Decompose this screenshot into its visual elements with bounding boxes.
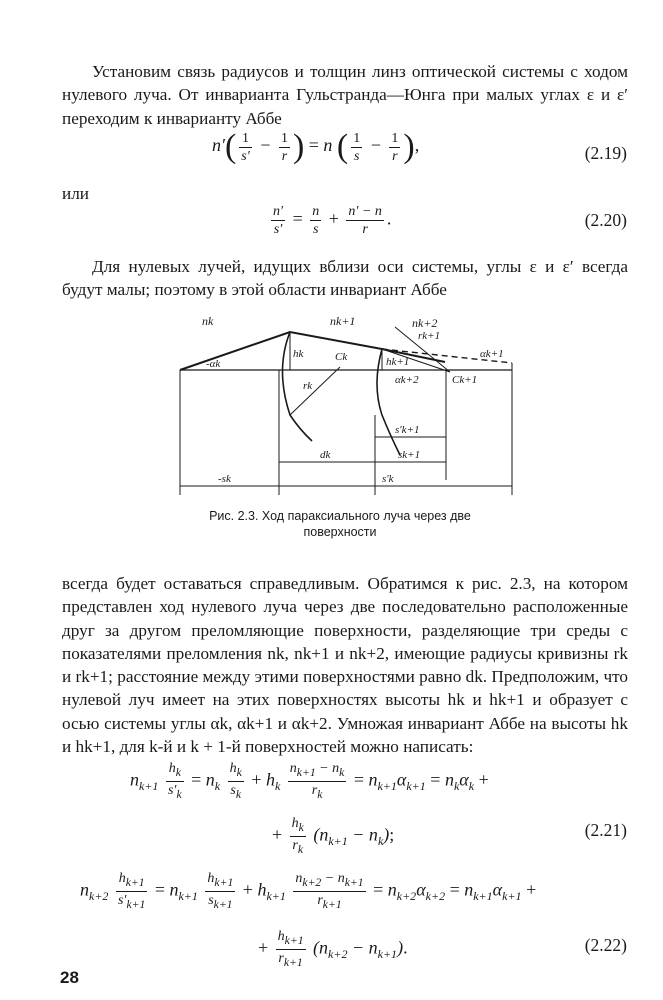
label-ck: Ck [335,351,348,363]
label-s-k-neg: -sk [218,473,231,485]
label-dk: dk [320,449,331,461]
label-alpha-k: -αk [206,358,221,370]
label-hk1: hk+1 [386,356,410,368]
paragraph-1: Установим связь радиусов и толщин линз оптической системы с ходом нулевого луча. От инварианта Гульстранда—Юнга при малых углах ε и ε′ переходим к инварианту Аббе [62,62,628,128]
eq-number-2-21: (2.21) [584,820,627,840]
figure-2-3 [150,305,520,500]
eq-number-2-19: (2.19) [584,143,627,163]
eq-number-2-22: (2.22) [584,935,627,955]
label-s-k1-prime: s′k+1 [395,424,420,436]
label-rk1: rk+1 [418,330,441,342]
label-nk2: nk+2 [412,316,438,330]
label-rk: rk [303,380,313,392]
equation-2-19: n′( $\frac{1}{s'}$ − $\frac{1}{r}$ ) = n ( $\frac{1}{s}$ − $\frac{1}{r}$ ), [212,128,420,165]
eq-number-2-20: (2.20) [584,210,627,230]
equation-2-22-line2: + $\frac{h_{k+1}}{r_{k+1}}$ $(n_{k+2} - n_{k+1})$. [258,929,408,969]
equation-2-21-line1: $n_{k+1}$ $\frac{h_k}{s'_k}$ = $n_k$ $\frac{h_k}{s_k}$ + $h_k$ $\frac{n_{k+1} - n_k}{r_k}$ = $n_{k+1}\alpha_{k+1} = n_k\alpha_k$ + [130,761,489,801]
figure-caption: Рис. 2.3. Ход параксиального луча через две поверхности [209,509,471,539]
radius-rk [290,367,340,415]
label-ck1: Ck+1 [452,374,478,386]
label-s-k-prime: s′k [382,473,394,485]
label-s-k1: sk+1 [398,449,421,461]
label-nk1: nk+1 [330,314,356,328]
equation-2-22-line1: $n_{k+2}$ $\frac{h_{k+1}}{s'_{k+1}}$ = $n_{k+1}$ $\frac{h_{k+1}}{s_{k+1}}$ + $h_{k+1}$ $\frac{n_{k+2} - n_{k+1}}{r_{k+1}}$ = $n_{k+2}\alpha_{k+2} = n_{k+1}\alpha_{k+1}$ + [80,871,537,911]
page-number: 28 [60,968,79,987]
label-nk: nk [202,314,214,328]
label-hk: hk [293,348,304,360]
equation-2-21-line2: + $\frac{h_k}{r_k}$ $(n_{k+1} - n_k)$; [272,816,395,856]
label-alpha-k1: αk+1 [480,348,504,360]
paragraph-3: всегда будет оставаться справедливым. Обратимся к рис. 2.3, на котором представлен ход нулевого луча через две последовательно расположенные друг за другом преломляющие поверхности, разделяющие три среды с показателями преломления nk, nk+1 и nk+2, имеющие радиусы кривизны rk и rk+1; расстояние между этими поверхностями равно dk. Предположим, что нулевой луч имеет на этих поверхностях высоты hk и hk+1 и образует с осью системы углы αk, αk+1 и αk+2. Умножая инвариант Аббе на высоты hk и hk+1, для k-й и k + 1-й поверхностей можно написать: [62,574,628,757]
word-ili: или [62,184,89,203]
equation-2-20: $\frac{n'}{s'}$ = $\frac{n}{s}$ + $\frac{n' - n}{r}$ . [273,204,392,237]
paragraph-2: Для нулевых лучей, идущих вблизи оси системы, углы ε и ε′ всегда будут малы; поэтому в этой области инвариант Аббе [62,257,628,300]
label-alpha-k2: αk+2 [395,374,419,386]
